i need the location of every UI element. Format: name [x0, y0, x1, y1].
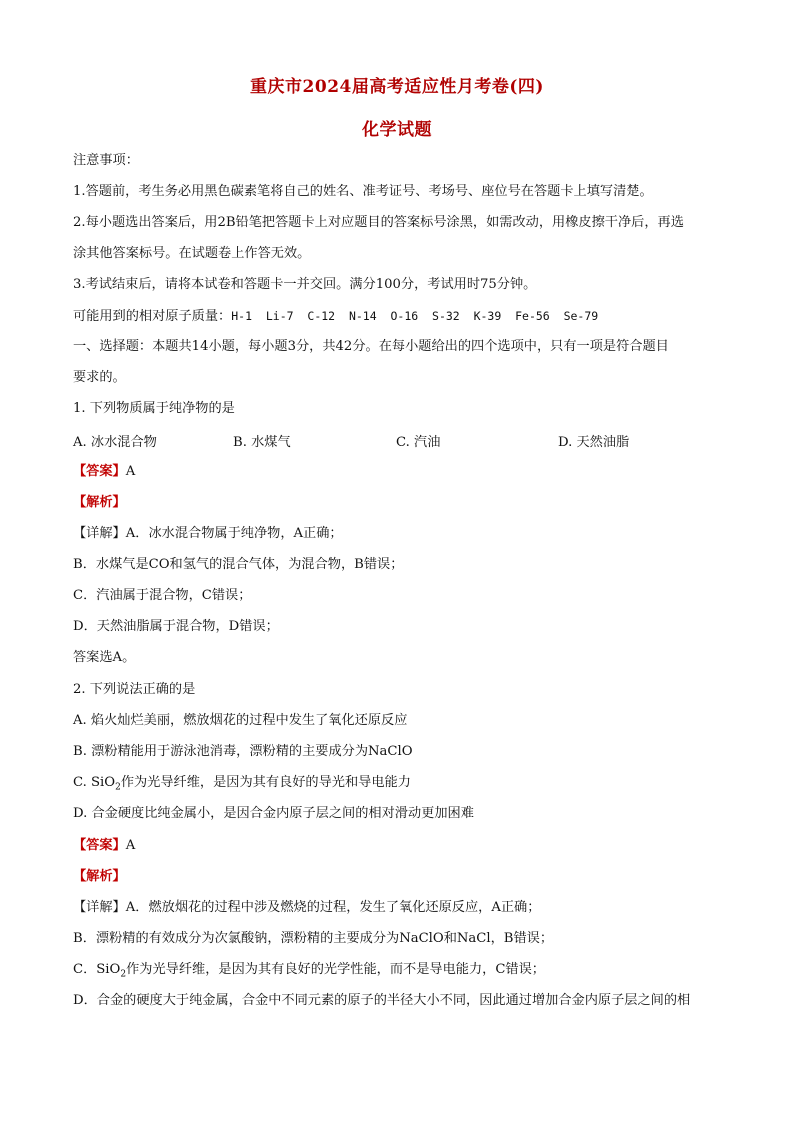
q2-detail-c-sub: 2: [120, 969, 127, 980]
notice-item-2-cont: 涂其他答案标号。在试题卷上作答无效。: [73, 246, 311, 261]
q1-detail-a: [73, 525, 723, 543]
q2-option-c-post: 作为光导纤维，是因为其有良好的导光和导电能力: [120, 775, 411, 790]
q2-option-c-pre: C. SiO: [73, 775, 116, 790]
notice-item-3: 3.考试结束后，请将本试卷和答题卡一并交回。满分100分，考试用时75分钟。: [73, 277, 537, 292]
q1-stem: 1. 下列物质属于纯净物的是: [73, 401, 235, 416]
exam-title: 重庆市2024届高考适应性月考卷(四): [250, 77, 544, 97]
q1-conclusion: 答案选A。: [73, 650, 136, 665]
q2-answer: [73, 837, 723, 855]
q2-option-d: D. 合金硬度比纯金属小，是因合金内原子层之间的相对滑动更加困难: [73, 806, 474, 821]
q2-answer-value: A: [125, 838, 136, 853]
q1-analysis-tag: 【解析】: [73, 495, 126, 510]
atomic-mass-label: 可能用到的相对原子质量：: [73, 309, 232, 324]
q2-detail-b: B．漂粉精的有效成分为次氯酸钠，漂粉精的主要成分为NaClO和NaCl，B错误；: [73, 931, 554, 946]
q1-option-d: D. 天然油脂: [558, 435, 630, 450]
q1-option-c: C. 汽油: [396, 435, 441, 450]
notice-heading: 注意事项：: [73, 153, 139, 168]
subject-title: 化学试题: [362, 120, 432, 140]
q2-option-a: A. 焰火灿烂美丽，燃放烟花的过程中发生了氧化还原反应: [73, 713, 408, 728]
q2-detail-d: D．合金的硬度大于纯金属，合金中不同元素的原子的半径大小不同，因此通过增加合金内原子层之间的相: [73, 993, 691, 1008]
q2-detail-c-post: 作为光导纤维，是因为其有良好的光学性能，而不是导电能力，C错误；: [126, 962, 545, 977]
q2-detail-c: [73, 961, 723, 984]
atomic-mass-line: [73, 307, 723, 326]
q2-analysis-tag: 【解析】: [73, 869, 126, 884]
q1-analysis: [73, 494, 723, 512]
q1-detail-d: D．天然油脂属于混合物，D错误；: [73, 619, 279, 634]
q1-answer: [73, 463, 723, 481]
q1-option-a: A. 冰水混合物: [73, 435, 157, 450]
q2-detail-tag: 【详解】: [73, 900, 126, 915]
q1-option-b: B. 水煤气: [233, 435, 291, 450]
q2-detail-a-text: A．燃放烟花的过程中涉及燃烧的过程，发生了氧化还原反应，A正确；: [125, 900, 541, 915]
q2-answer-tag: 【答案】: [73, 838, 126, 853]
q1-detail-b: B．水煤气是CO和氢气的混合气体，为混合物，B错误；: [73, 557, 404, 572]
section-heading: 一、选择题：本题共14小题，每小题3分，共42分。在每小题给出的四个选项中，只有一项是符合题目: [73, 339, 669, 354]
q1-detail-a-text: A．冰水混合物属于纯净物，A正确；: [125, 526, 343, 541]
q1-detail-c: C．汽油属于混合物，C错误；: [73, 588, 252, 603]
notice-item-1: 1.答题前，考生务必用黑色碳素笔将自己的姓名、准考证号、考场号、座位号在答题卡上填写清楚。: [73, 184, 653, 199]
q2-detail-a: [73, 899, 723, 917]
q2-analysis: [73, 868, 723, 886]
q2-option-b: B. 漂粉精能用于游泳池消毒，漂粉精的主要成分为NaClO: [73, 744, 413, 759]
atomic-mass-values: H-1 Li-7 C-12 N-14 O-16 S-32 K-39 Fe-56 Se-79: [231, 309, 599, 323]
q2-option-c-sub: 2: [115, 782, 121, 793]
q2-option-c: [73, 774, 723, 797]
q1-detail-tag: 【详解】: [73, 526, 126, 541]
section-heading-cont: 要求的。: [73, 370, 126, 385]
q1-answer-tag: 【答案】: [73, 464, 126, 479]
notice-item-2: 2.每小题选出答案后，用2B铅笔把答题卡上对应题目的答案标号涂黑，如需改动，用橡皮擦干净后，再选: [73, 215, 684, 230]
q2-detail-c-pre: C．SiO: [73, 962, 121, 977]
q1-answer-value: A: [125, 464, 136, 479]
q2-stem: 2. 下列说法正确的是: [73, 682, 196, 697]
